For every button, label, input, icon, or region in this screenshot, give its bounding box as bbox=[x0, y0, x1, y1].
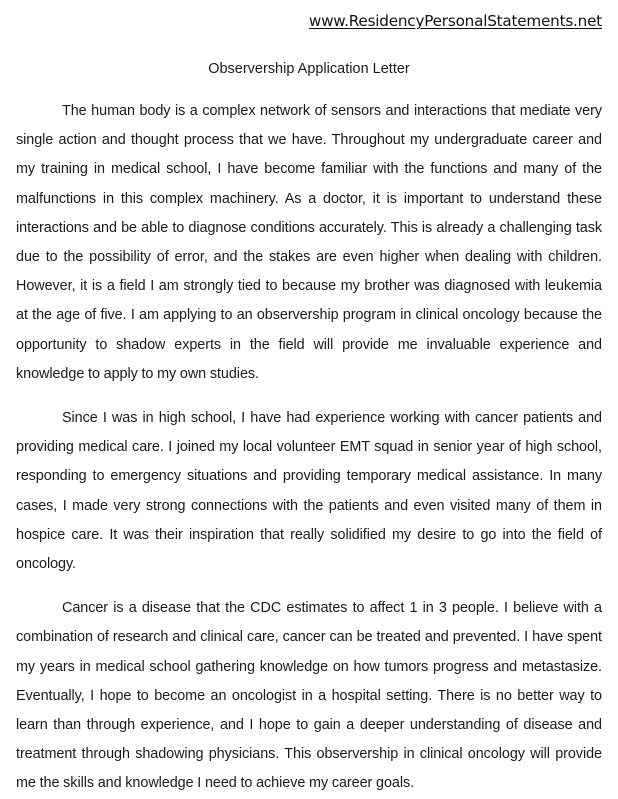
body-paragraph: Since I was in high school, I have had experience working with cancer patients and providing medical care. I joined my local volunteer EMT squad in senior year of high school, responding to emergency situations and providing temporary medical assistance. In many cases, I made very strong connections with the patients and even visited many of them in hospice care. It was their inspiration that really solidified my desire to go into the field of oncology. bbox=[16, 410, 602, 573]
document-body bbox=[16, 97, 602, 799]
site-url-watermark: www.ResidencyPersonalStatements.net bbox=[308, 12, 602, 30]
document-title: Observership Application Letter bbox=[208, 61, 410, 77]
body-paragraph: The human body is a complex network of sensors and interactions that mediate very single action and thought process that we have. Throughout my undergraduate career and my training in medical school, I have become familiar with the functions and many of the malfunctions in this complex machinery. As a doctor, it is important to understand these interactions and be able to diagnose conditions accurately. This is already a challenging task due to the possibility of error, and the stakes are even higher when dealing with children. However, it is a field I am strongly tied to because my brother was diagnosed with leukemia at the age of five. I am applying to an observership program in clinical oncology because the opportunity to shadow experts in the field will provide me invaluable experience and knowledge to apply to my own studies. bbox=[16, 103, 602, 382]
body-paragraph: Cancer is a disease that the CDC estimates to affect 1 in 3 people. I believe with a combination of research and clinical care, cancer can be treated and prevented. I have spent my years in medical school gathering knowledge on how tumors progress and metastasize. Eventually, I hope to become an oncologist in a hospital setting. There is no better way to learn than through experience, and I hope to gain a deeper understanding of disease and treatment through shadowing physicians. This observership in clinical oncology will provide me the skills and knowledge I need to achieve my career goals. bbox=[16, 600, 602, 792]
document-header bbox=[16, 14, 602, 30]
